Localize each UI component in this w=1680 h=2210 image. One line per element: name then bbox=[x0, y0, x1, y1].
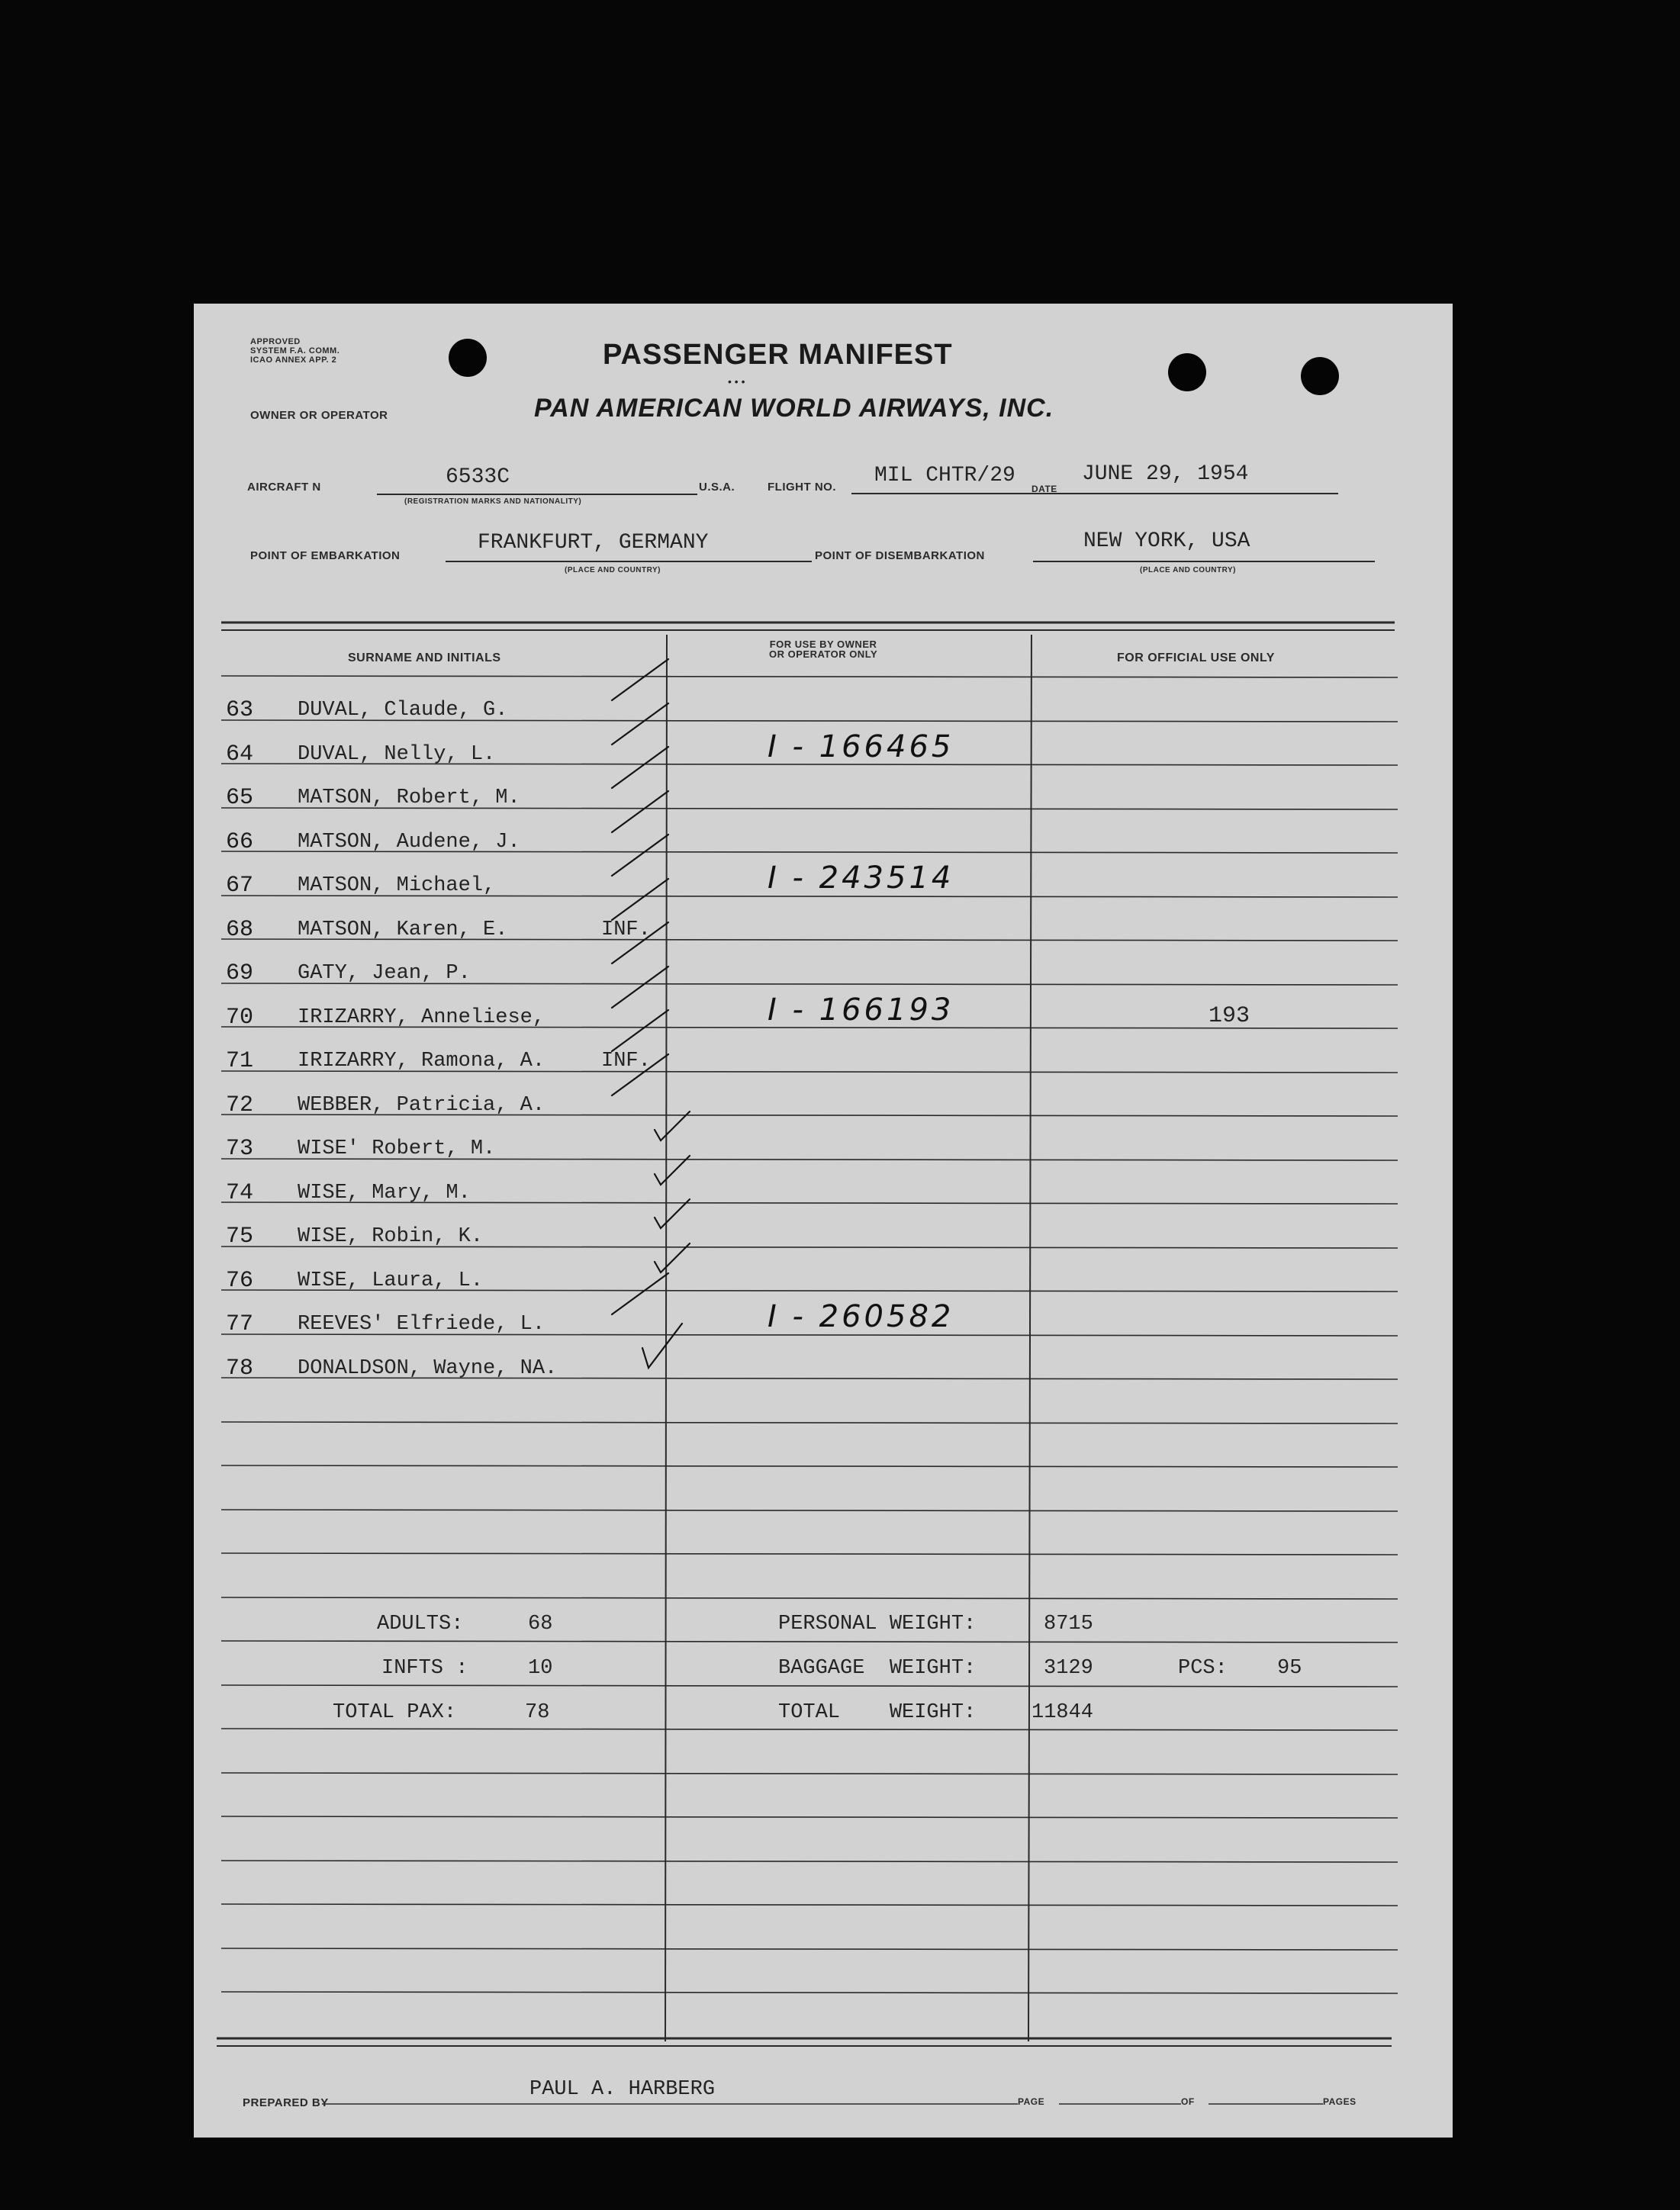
pieces-label: PCS: bbox=[1178, 1657, 1228, 1680]
tick-mark bbox=[612, 1010, 668, 1051]
official-column-header: FOR OFFICIAL USE ONLY bbox=[1117, 651, 1275, 664]
row-number: 76 bbox=[226, 1268, 254, 1294]
surname-column-header: SURNAME AND INITIALS bbox=[348, 651, 501, 664]
embarkation-label: POINT OF EMBARKATION bbox=[250, 549, 401, 562]
tick-mark bbox=[612, 791, 668, 832]
tick-mark bbox=[612, 835, 668, 876]
passenger-name: WISE, Laura, L. bbox=[298, 1269, 484, 1292]
tick-mark bbox=[655, 1111, 690, 1140]
pieces-value: 95 bbox=[1277, 1657, 1302, 1680]
owner-reference-number: I - 166193 bbox=[768, 992, 954, 1028]
owner-operator-label: OWNER OR OPERATOR bbox=[250, 409, 388, 422]
row-number: 68 bbox=[226, 917, 254, 943]
total-weight-value: 11844 bbox=[1031, 1701, 1094, 1724]
page-label: PAGE bbox=[1018, 2096, 1045, 2107]
tick-mark bbox=[642, 1324, 682, 1368]
prepared-by-label: PREPARED BY bbox=[243, 2096, 329, 2109]
row-line bbox=[221, 1641, 1398, 1642]
pages-label: PAGES bbox=[1323, 2096, 1357, 2107]
row-number: 74 bbox=[226, 1180, 254, 1206]
passenger-name: DUVAL, Claude, G. bbox=[298, 699, 508, 722]
row-line bbox=[221, 1904, 1398, 1906]
registration-caption: (REGISTRATION MARKS AND NATIONALITY) bbox=[404, 497, 582, 506]
row-number: 78 bbox=[226, 1356, 254, 1382]
owner-column-header: FOR USE BY OWNER OR OPERATOR ONLY bbox=[769, 639, 878, 660]
passenger-name: REEVES' Elfriede, L. bbox=[298, 1313, 546, 1336]
tick-mark bbox=[612, 967, 668, 1008]
airline-name: PAN AMERICAN WORLD AIRWAYS, INC. bbox=[534, 394, 1054, 423]
row-line bbox=[221, 1861, 1398, 1862]
aircraft-number: 6533C bbox=[446, 465, 510, 489]
owner-reference-number: I - 243514 bbox=[768, 861, 954, 896]
flight-number: MIL CHTR/29 bbox=[874, 464, 1015, 487]
row-number: 66 bbox=[226, 829, 254, 855]
passenger-name: WISE, Robin, K. bbox=[298, 1225, 484, 1248]
approved-note: APPROVED SYSTEM F.A. COMM. ICAO ANNEX APP. 2 bbox=[250, 337, 340, 365]
infant-tag: INF. bbox=[601, 918, 651, 941]
disembarkation-label: POINT OF DISEMBARKATION bbox=[815, 549, 985, 562]
passenger-name: MATSON, Michael, bbox=[298, 874, 496, 897]
tick-mark bbox=[612, 879, 668, 920]
adults-label: ADULTS: bbox=[377, 1613, 464, 1636]
passenger-name: MATSON, Robert, M. bbox=[298, 787, 520, 809]
row-line bbox=[221, 1948, 1398, 1950]
row-number: 75 bbox=[226, 1224, 254, 1250]
passenger-name: MATSON, Karen, E. bbox=[298, 918, 508, 941]
passenger-name: MATSON, Audene, J. bbox=[298, 831, 520, 854]
row-line bbox=[221, 1992, 1398, 1993]
title-dots: • • • bbox=[728, 375, 745, 388]
row-number: 77 bbox=[226, 1311, 254, 1337]
row-number: 63 bbox=[226, 697, 254, 723]
tick-mark bbox=[612, 747, 668, 788]
row-number: 64 bbox=[226, 741, 254, 767]
flight-date: JUNE 29, 1954 bbox=[1082, 462, 1249, 486]
row-line bbox=[221, 1816, 1398, 1818]
infants-value: 10 bbox=[528, 1657, 553, 1680]
passenger-name: WISE, Mary, M. bbox=[298, 1182, 471, 1205]
row-line bbox=[221, 1729, 1398, 1730]
row-number: 65 bbox=[226, 785, 254, 811]
row-number: 73 bbox=[226, 1136, 254, 1162]
column-separator-1 bbox=[665, 635, 667, 2041]
personal-weight-value: 8715 bbox=[1044, 1613, 1093, 1636]
tick-mark bbox=[655, 1199, 690, 1228]
row-line bbox=[221, 1553, 1398, 1555]
passenger-name: DONALDSON, Wayne, NA. bbox=[298, 1357, 558, 1380]
passenger-name: WISE' Robert, M. bbox=[298, 1137, 496, 1160]
passenger-name: GATY, Jean, P. bbox=[298, 962, 471, 985]
column-separator-2 bbox=[1028, 635, 1031, 2041]
disembarkation-place: NEW YORK, USA bbox=[1083, 529, 1250, 553]
tick-mark bbox=[612, 659, 668, 700]
baggage-weight-value: 3129 bbox=[1044, 1657, 1093, 1680]
tick-mark bbox=[655, 1243, 690, 1272]
row-number: 72 bbox=[226, 1092, 254, 1118]
row-line bbox=[221, 1597, 1398, 1599]
official-use-value: 193 bbox=[1209, 1003, 1250, 1029]
adults-value: 68 bbox=[528, 1613, 553, 1636]
form-title: PASSENGER MANIFEST bbox=[603, 339, 953, 371]
tick-mark bbox=[655, 1156, 690, 1185]
row-line bbox=[221, 1773, 1398, 1774]
row-line bbox=[221, 1510, 1398, 1511]
of-label: OF bbox=[1181, 2096, 1195, 2107]
owner-reference-number: I - 166465 bbox=[768, 729, 954, 764]
infants-label: INFTS : bbox=[381, 1657, 468, 1680]
flight-label: FLIGHT NO. bbox=[768, 481, 836, 494]
personal-weight-label: PERSONAL WEIGHT: bbox=[778, 1613, 977, 1636]
tick-mark bbox=[612, 1273, 668, 1314]
row-line bbox=[221, 676, 1398, 677]
baggage-weight-label: BAGGAGE WEIGHT: bbox=[778, 1657, 977, 1680]
passenger-name: IRIZARRY, Ramona, A. bbox=[298, 1050, 546, 1073]
owner-reference-number: I - 260582 bbox=[768, 1299, 954, 1334]
disembarkation-caption: (PLACE AND COUNTRY) bbox=[1140, 566, 1236, 574]
total-pax-label: TOTAL PAX: bbox=[333, 1701, 457, 1724]
embarkation-place: FRANKFURT, GERMANY bbox=[478, 531, 709, 555]
row-line bbox=[221, 1685, 1398, 1687]
tick-mark bbox=[612, 703, 668, 745]
manifest-sheet bbox=[194, 304, 1453, 2138]
infant-tag: INF. bbox=[601, 1050, 651, 1073]
row-line bbox=[221, 1422, 1398, 1423]
passenger-name: IRIZARRY, Anneliese, bbox=[298, 1006, 546, 1029]
date-label: DATE bbox=[1031, 484, 1057, 494]
aircraft-label: AIRCRAFT N bbox=[247, 481, 321, 494]
row-number: 70 bbox=[226, 1005, 254, 1031]
row-line bbox=[221, 1465, 1398, 1467]
usa-label: U.S.A. bbox=[699, 481, 735, 494]
row-number: 69 bbox=[226, 960, 254, 986]
row-number: 71 bbox=[226, 1048, 254, 1074]
embarkation-caption: (PLACE AND COUNTRY) bbox=[565, 566, 661, 574]
total-weight-label: TOTAL WEIGHT: bbox=[778, 1701, 977, 1724]
total-pax-value: 78 bbox=[525, 1701, 550, 1724]
passenger-name: WEBBER, Patricia, A. bbox=[298, 1094, 546, 1117]
passenger-name: DUVAL, Nelly, L. bbox=[298, 743, 496, 766]
form-ruling bbox=[194, 304, 1453, 2138]
row-number: 67 bbox=[226, 873, 254, 899]
prepared-by-name: PAUL A. HARBERG bbox=[529, 2078, 716, 2101]
